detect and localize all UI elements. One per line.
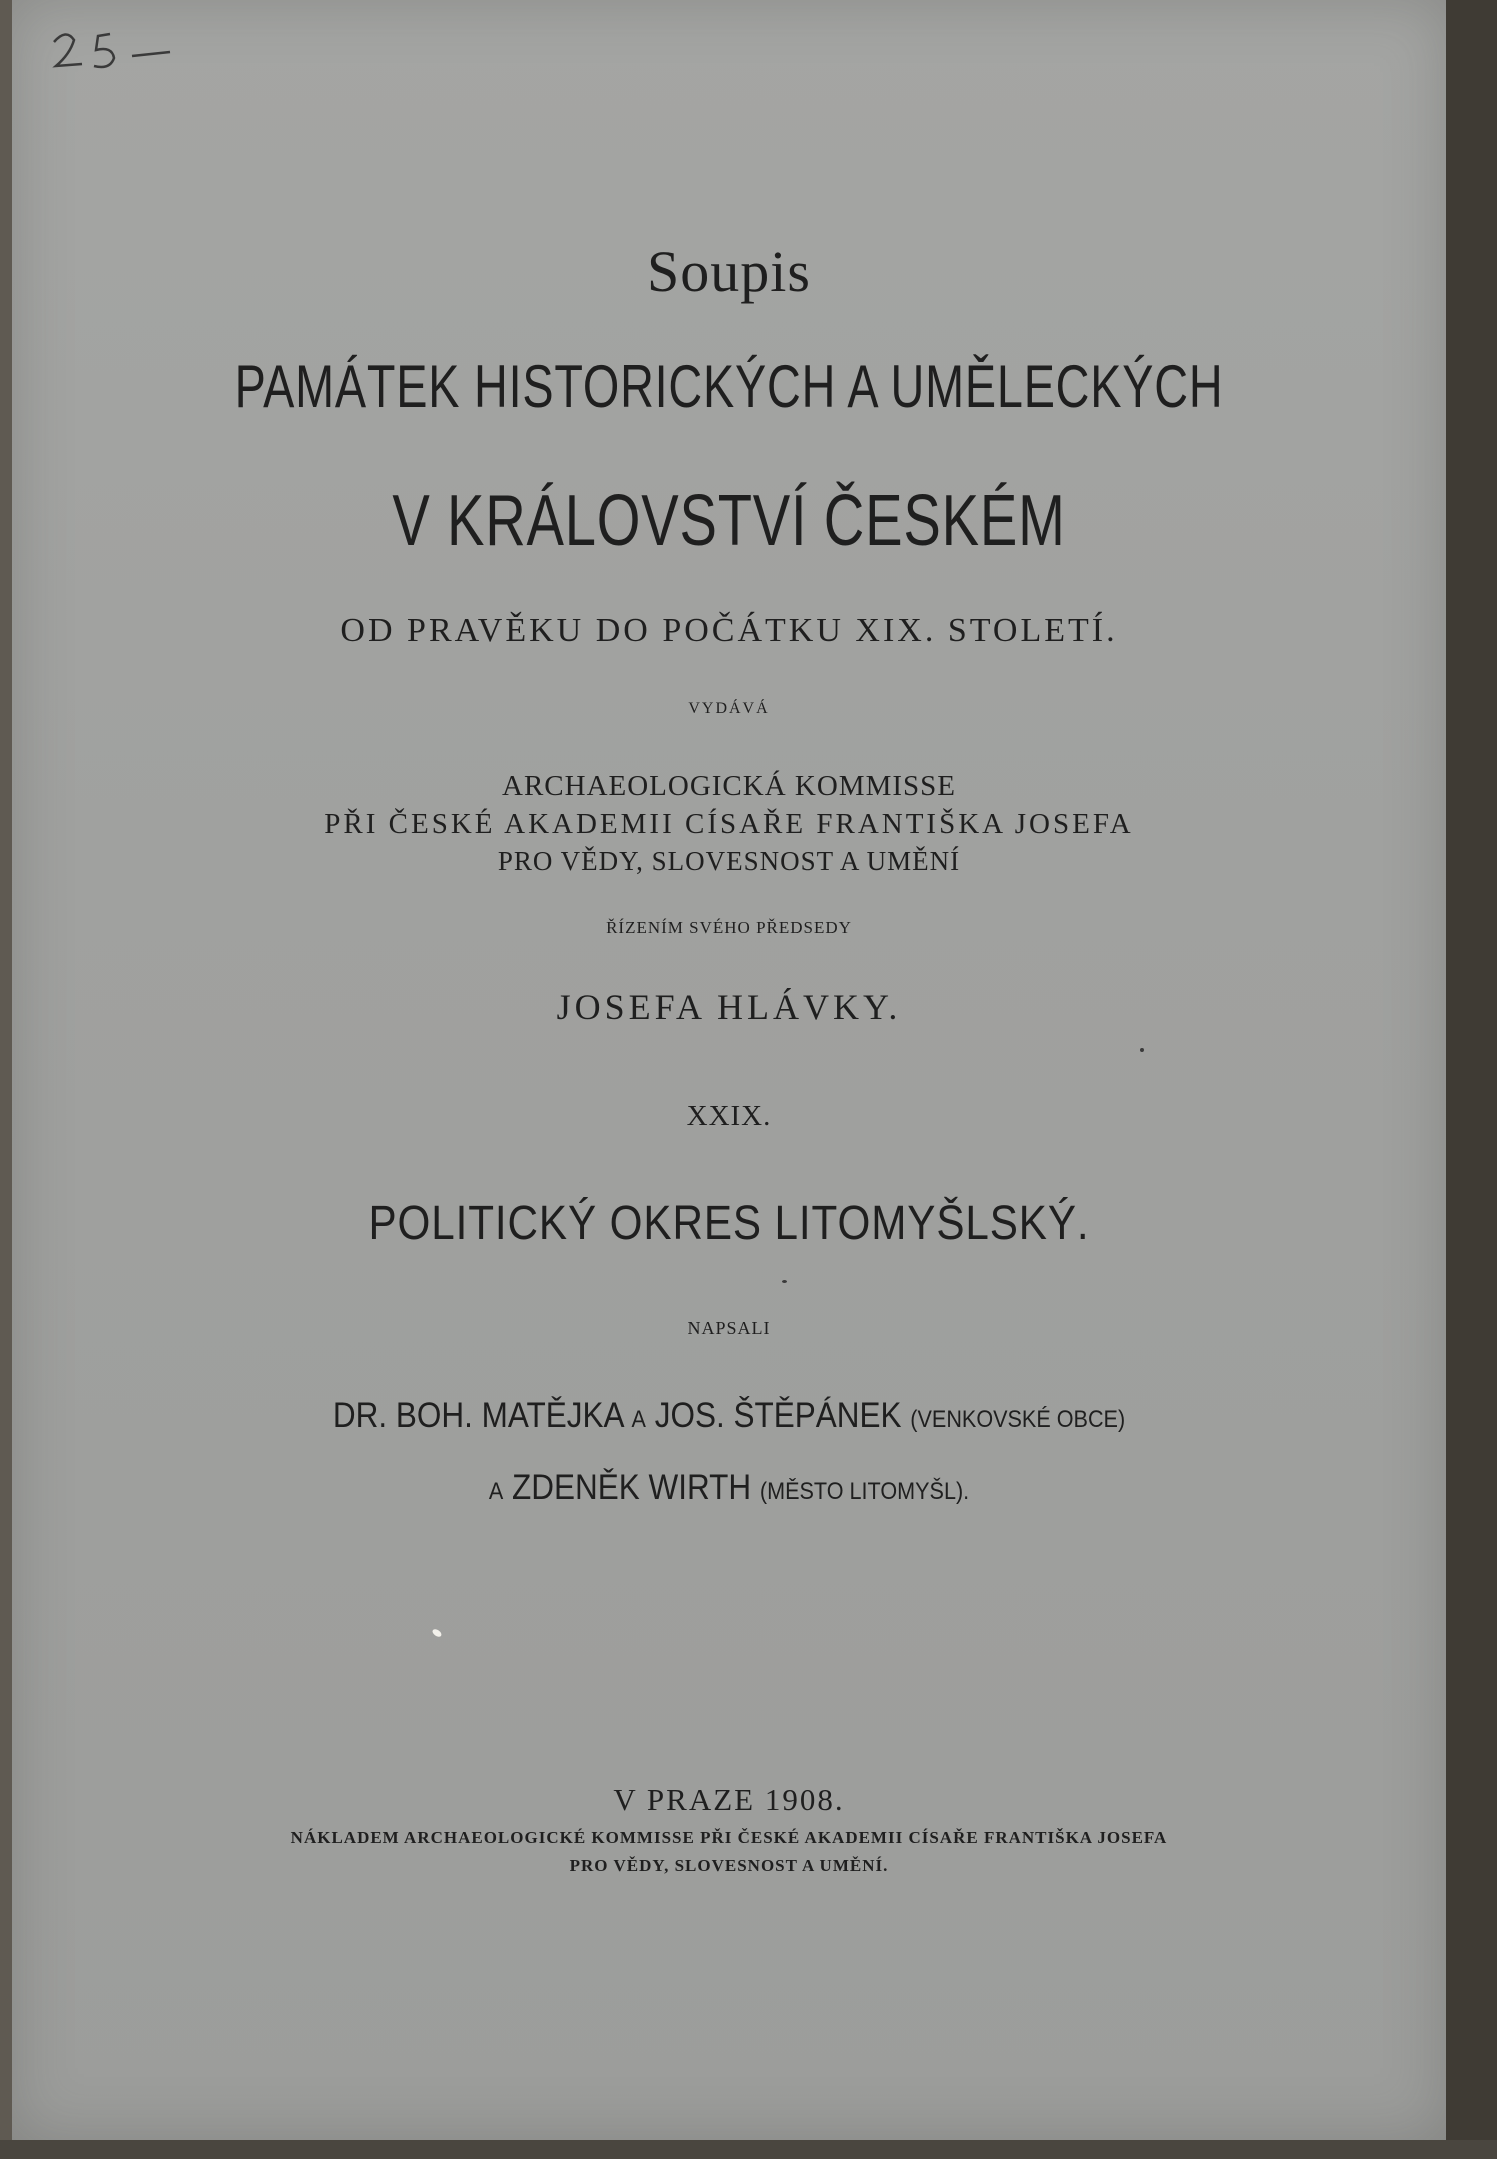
title-kralovstvi: V KRÁLOVSTVÍ ČESKÉM: [392, 481, 1066, 561]
author-note-villages: (VENKOVSKÉ OBCE): [910, 1406, 1126, 1433]
author-note-town: (MĚSTO LITOMYŠL).: [759, 1478, 970, 1505]
title-soupis-text: Soupis: [647, 239, 811, 304]
authors-line-2: [84, 1468, 1375, 1508]
imprint-place-year: V PRAZE 1908.: [613, 1782, 845, 1817]
author-conjunction: A: [488, 1478, 504, 1505]
paper-speck: [431, 1628, 443, 1639]
publisher-intro: VYDÁVÁ: [688, 700, 770, 717]
imprint-line-2: PRO VĚDY, SLOVESNOST A UMĚNÍ.: [569, 1856, 889, 1875]
publisher-line-2: PŘI ČESKÉ AKADEMII CÍSAŘE FRANTIŠKA JOSEFA: [324, 808, 1134, 840]
author-conjunction: A: [631, 1406, 646, 1433]
volume-number: XXIX.: [686, 1100, 772, 1132]
title-soupis: [12, 238, 1446, 305]
publisher-line-3: PRO VĚDY, SLOVESNOST A UMĚNÍ: [497, 846, 961, 876]
chairman-name: JOSEFA HLÁVKY.: [556, 987, 902, 1027]
paper-speck: [782, 1280, 787, 1283]
paper-speck: [1140, 1048, 1144, 1052]
author-matejka: DR. BOH. MATĚJKA: [332, 1396, 623, 1435]
bottom-dark-edge: [0, 2140, 1497, 2159]
title-pamatek: PAMÁTEK HISTORICKÝCH A UMĚLECKÝCH: [234, 353, 1224, 420]
author-wirth: ZDENĚK WIRTH: [511, 1468, 752, 1507]
subtitle-period: OD PRAVĚKU DO POČÁTKU XIX. STOLETÍ.: [340, 612, 1118, 649]
authors-line-1: [84, 1396, 1375, 1436]
direction-text: ŘÍZENÍM SVÉHO PŘEDSEDY: [606, 918, 852, 937]
volume-title: POLITICKÝ OKRES LITOMYŠLSKÝ.: [368, 1197, 1090, 1250]
authors-intro: NAPSALI: [687, 1318, 771, 1338]
author-stepanek: JOS. ŠTĚPÁNEK: [654, 1396, 902, 1435]
right-dark-edge: [1446, 0, 1497, 2159]
document-cover-page: [12, 0, 1446, 2140]
publisher-line-1: ARCHAEOLOGICKÁ KOMMISSE: [502, 770, 956, 802]
handwritten-note-mark: [40, 20, 190, 80]
imprint-line-1: NÁKLADEM ARCHAEOLOGICKÉ KOMMISSE PŘI ČESKÉ AKADEMII CÍSAŘE FRANTIŠKA JOSEFA: [290, 1828, 1168, 1847]
